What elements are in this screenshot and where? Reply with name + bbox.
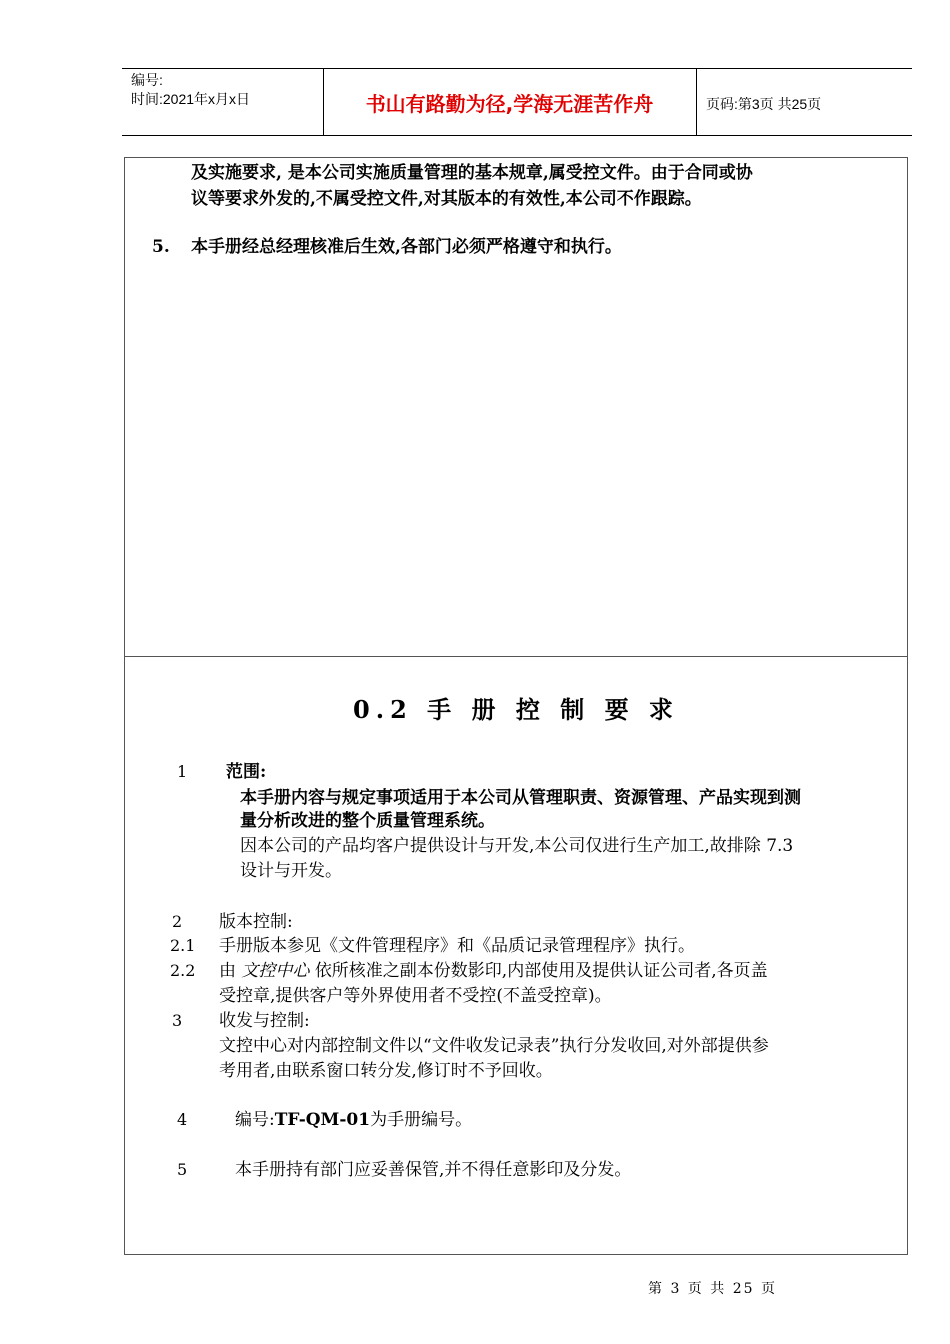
footer-page-number: 第 3 页 共 25 页 — [648, 1281, 777, 1297]
header-bottom-rule — [122, 135, 912, 136]
header-code: 编号: — [131, 72, 163, 88]
item3-label: 收发与控制: — [219, 1011, 310, 1031]
item1-line-4: 设计与开发。 — [240, 861, 342, 881]
item3-line-1: 文控中心对内部控制文件以“文件收发记录表”执行分发收回,对外部提供参 — [219, 1036, 769, 1056]
item1-line-2: 量分析改进的整个质量管理系统。 — [240, 811, 495, 831]
item4-text — [235, 1107, 472, 1133]
item3-line-2: 考用者,由联系窗口转分发,修订时不予回收。 — [219, 1061, 553, 1081]
header-meta — [131, 71, 250, 109]
item5-number: 5 — [177, 1160, 188, 1179]
header-time: 时间:2021年x月x日 — [131, 91, 251, 107]
item2-1-text: 手册版本参见《文件管理程序》和《品质记录管理程序》执行。 — [219, 936, 695, 956]
header-motto: 书山有路勤为径,学海无涯苦作舟 — [365, 92, 654, 116]
item2-2-italic: 文控中心 — [241, 961, 310, 981]
item2-1-number: 2.1 — [170, 936, 196, 955]
section1-line-1: 及实施要求, 是本公司实施质量管理的基本规章,属受控文件。由于合同或协 — [191, 163, 753, 183]
item2-number: 2 — [172, 912, 183, 931]
item3-number: 3 — [172, 1011, 183, 1030]
item5-text: 本手册持有部门应妥善保管,并不得任意影印及分发。 — [235, 1160, 632, 1180]
header-divider-right — [696, 68, 697, 135]
section-box-1 — [124, 157, 908, 657]
header-page-number: 页码:第3页 共25页 — [706, 96, 822, 112]
item1-line-1: 本手册内容与规定事项适用于本公司从管理职责、资源管理、产品实现到测 — [240, 788, 801, 808]
section1-item5-number: 5. — [152, 237, 170, 257]
item1-line-3: 因本公司的产品均客户提供设计与开发,本公司仅进行生产加工,故排除 7.3 — [240, 836, 794, 856]
item1-label: 范围: — [226, 762, 267, 782]
item2-2-line-1 — [219, 958, 768, 984]
item4-number: 4 — [177, 1110, 188, 1129]
item4-suffix: 为手册编号。 — [370, 1110, 473, 1130]
item1-number: 1 — [177, 762, 188, 781]
section1-line-2: 议等要求外发的,不属受控文件,对其版本的有效性,本公司不作跟踪。 — [191, 189, 702, 209]
section1-item5-text: 本手册经总经理核准后生效,各部门必须严格遵守和执行。 — [191, 237, 622, 257]
section-title: 0.2 手 册 控 制 要 求 — [353, 695, 679, 724]
item2-label: 版本控制: — [219, 912, 293, 932]
item2-2-line-2: 受控章,提供客户等外界使用者不受控(不盖受控章)。 — [219, 986, 612, 1006]
item2-2-rest: 依所核准之副本份数影印,内部使用及提供认证公司者,各页盖 — [314, 961, 768, 981]
item2-2-prefix: 由 — [219, 961, 236, 981]
item4-prefix: 编号: — [235, 1110, 275, 1130]
header-top-rule — [122, 68, 912, 69]
item2-2-number: 2.2 — [170, 961, 196, 980]
item4-code: TF-QM-01 — [274, 1110, 371, 1130]
